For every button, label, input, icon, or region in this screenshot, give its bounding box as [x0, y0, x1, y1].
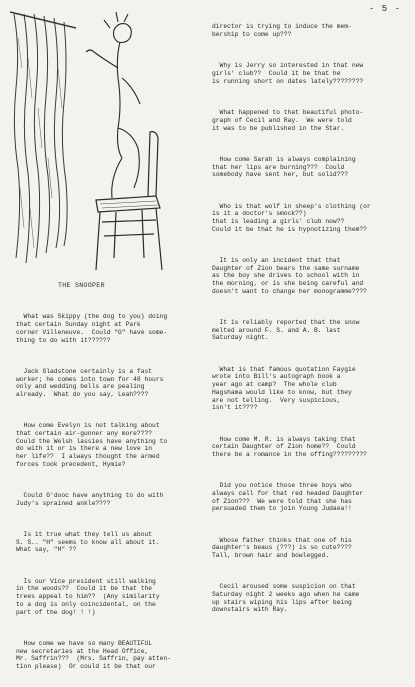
gossip-item: Who is that wolf in sheep's clothing (or is it a doctor's smock??) that is leading a girls' club now?? Could it be that he is hypnotizing them?? — [212, 202, 371, 233]
snooper-illustration — [6, 8, 206, 276]
gossip-item: What is that famous quotation Faygie wrote into Bill's autograph book a year ago at camp? The whole club Hagshama would like to know, but they are not telling. Very suspicious, isn't it???? — [212, 365, 356, 412]
page-number: - 5 - — [368, 4, 401, 14]
illustration-caption: THE SNOOPER — [58, 282, 105, 289]
gossip-item: What happened to that beautiful photo- graph of Cecil and Ray. We were told it was to be published in the Star. — [212, 109, 364, 132]
gossip-item: Jack Gladstone certainly is a fast worker; he comes into town for 48 hours only and wedding bells are pealing already. What do you say, Leah???? — [16, 367, 164, 398]
figure-drawing — [86, 12, 140, 198]
gossip-item: It is reliably reported that the snow melted around F. S. and A. B. last Saturday night. — [212, 319, 360, 342]
gossip-item: How come Sarah is always complaining that her lips are burning??? Could somebody have sent her, but solid??? — [212, 155, 356, 179]
gossip-item: Why is Jerry so interested in that new girls' club?? Could it be that he is running short on dates lately???????? — [212, 62, 364, 85]
left-column — [16, 298, 206, 687]
gossip-item: How come we have so many BEAUTIFUL new secretaries at the Head Office, Mr. Saffrin??? (Mrs. Saffrin, pay atten- tion please) Or could it be that our — [16, 639, 171, 670]
curtain-drawing — [10, 12, 76, 263]
gossip-item: Could G'dooc have anything to do with Judy's sprained ankle???? — [16, 492, 164, 507]
chair-drawing — [96, 132, 162, 270]
gossip-item: director is trying to induce the mem- bership to come up??? — [212, 23, 352, 39]
gossip-item: It is only an incident that that Daughter of Zion bears the same surname as the boy she drives to school with in the morning, or is she being careful and doesn't want to change her monogramme???? — [212, 256, 367, 295]
gossip-item: How come M. R. is always taking that certain Daughter of Zion home?? Could there be a romance in the offing????????? — [212, 435, 367, 458]
gossip-item: Did you notice those three boys who always call for that red headed Daughter of Zion??? We were told that she has persuaded them to join Young Judaea!! — [212, 482, 364, 513]
gossip-item: Is it true what they tell us about S. S.. "H" seems to know all about it. What say, "H" ?? — [16, 531, 160, 554]
gossip-item: Is our Vice president still walking in the woods?? Could it be that the trees appeal to him?? (Any similarity to a dog is only coincidental, on the part of the dog! ! !) — [16, 577, 160, 616]
gossip-item: Whose father thinks that one of his daughter's beaus (???) is so cute???? Tall, brown hair and bowlegged. — [212, 536, 352, 560]
gossip-item: How come Evelyn is not talking about that certain air-gunner any more???? Could the Welsh lassies have anything to do with it or is there a new love in her life?? I always thought the armed forces took precedent, Hymie? — [16, 422, 168, 468]
gossip-item: What was Skippy (the dog to you) doing that certain Sunday night at Park corner Villeneuve. Could "G" have some- thing to do with it?????? — [16, 313, 168, 344]
right-column — [212, 8, 408, 630]
gossip-item: Cecil aroused some suspicion on that Saturday night 2 weeks ago when he came up stairs wiping his lips after being downstairs with Ray. — [212, 583, 360, 614]
